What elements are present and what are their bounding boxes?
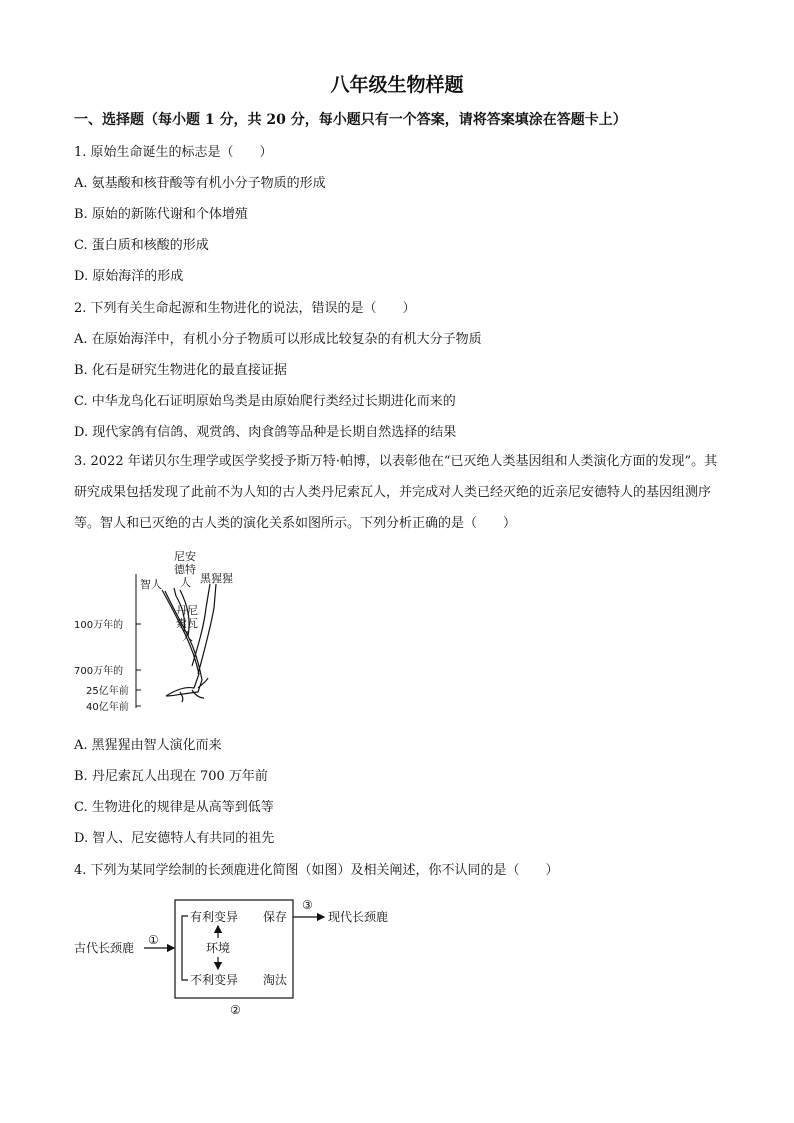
question-2-option-a: A. 在原始海洋中，有机小分子物质可以形成比较复杂的有机大分子物质 — [74, 332, 482, 347]
question-3-option-c: C. 生物进化的规律是从高等到低等 — [74, 800, 274, 815]
label-denisovan-3: 人 — [182, 630, 193, 643]
question-3-option-b: B. 丹尼索瓦人出现在 700 万年前 — [74, 769, 268, 784]
question-1-stem: 1. 原始生命诞生的标志是（ ） — [74, 145, 273, 160]
marker-circle-2: ② — [230, 1003, 241, 1017]
evolution-tree-figure — [74, 546, 244, 716]
phylogeny-branches — [162, 584, 216, 702]
label-neanderthal-2: 德特 — [174, 563, 196, 576]
time-label-700: 700万年的 — [74, 666, 124, 677]
label-denisovan-2: 索瓦 — [176, 617, 198, 630]
question-2-option-b: B. 化石是研究生物进化的最直接证据 — [74, 363, 287, 378]
page-title: 八年级生物样题 — [330, 74, 464, 96]
label-unfavorable-variation: 不利变异 — [190, 973, 239, 987]
time-label-25: 25亿年前 — [86, 686, 129, 697]
question-1-option-b: B. 原始的新陈代谢和个体增殖 — [74, 207, 248, 222]
question-1-option-a: A. 氨基酸和核苷酸等有机小分子物质的形成 — [74, 176, 326, 191]
question-3-option-a: A. 黑猩猩由智人演化而来 — [74, 738, 222, 753]
question-4-stem: 4. 下列为某同学绘制的长颈鹿进化简图（如图）及相关阐述，你不认同的是（ ） — [74, 863, 559, 878]
question-2-option-c: C. 中华龙鸟化石证明原始鸟类是由原始爬行类经过长期进化而来的 — [74, 394, 456, 409]
question-3-option-d: D. 智人、尼安德特人有共同的祖先 — [74, 831, 275, 846]
section-heading: 一、选择题（每小题 1 分，共 20 分，每小题只有一个答案，请将答案填涂在答题卡上） — [74, 112, 627, 128]
question-2-option-d: D. 现代家鸽有信鸽、观赏鸽、肉食鸽等品种是长期自然选择的结果 — [74, 425, 457, 440]
label-modern-giraffe: 现代长颈鹿 — [328, 910, 389, 924]
time-label-100: 100万年的 — [74, 620, 124, 631]
label-ancient-giraffe: 古代长颈鹿 — [74, 941, 135, 955]
label-environment: 环境 — [206, 941, 231, 955]
label-chimpanzee: 黑猩猩 — [200, 572, 233, 585]
time-label-40: 40亿年前 — [86, 702, 129, 713]
label-neanderthal-1: 尼安 — [174, 550, 196, 563]
label-neanderthal-3: 人 — [180, 576, 191, 589]
label-eliminate: 淘汰 — [263, 973, 288, 987]
question-1-option-c: C. 蛋白质和核酸的形成 — [74, 238, 209, 253]
variation-bracket — [182, 916, 188, 980]
label-favorable-variation: 有利变异 — [190, 910, 239, 924]
marker-circle-1: ① — [148, 933, 159, 947]
label-preserve: 保存 — [263, 910, 288, 924]
label-sapiens: 智人 — [140, 578, 162, 591]
question-3-stem: 3. 2022 年诺贝尔生理学或医学奖授予斯万特·帕博，以表彰他在“已灭绝人类基因组和人类演化方面的发现”。其研究成果包括发现了此前不为人知的古人类丹尼索瓦人，并完成对人类已经灭绝的近亲尼安德特人的基因组测序等。智人和已灭绝的古人类的演化关系如图所示。下列分析正确的是（ ） — [74, 454, 718, 531]
marker-circle-3: ③ — [302, 898, 313, 912]
label-denisovan-1: 丹尼 — [176, 604, 198, 617]
question-1-option-d: D. 原始海洋的形成 — [74, 269, 184, 284]
giraffe-evolution-figure — [74, 894, 404, 1024]
question-2-stem: 2. 下列有关生命起源和生物进化的说法，错误的是（ ） — [74, 301, 416, 316]
